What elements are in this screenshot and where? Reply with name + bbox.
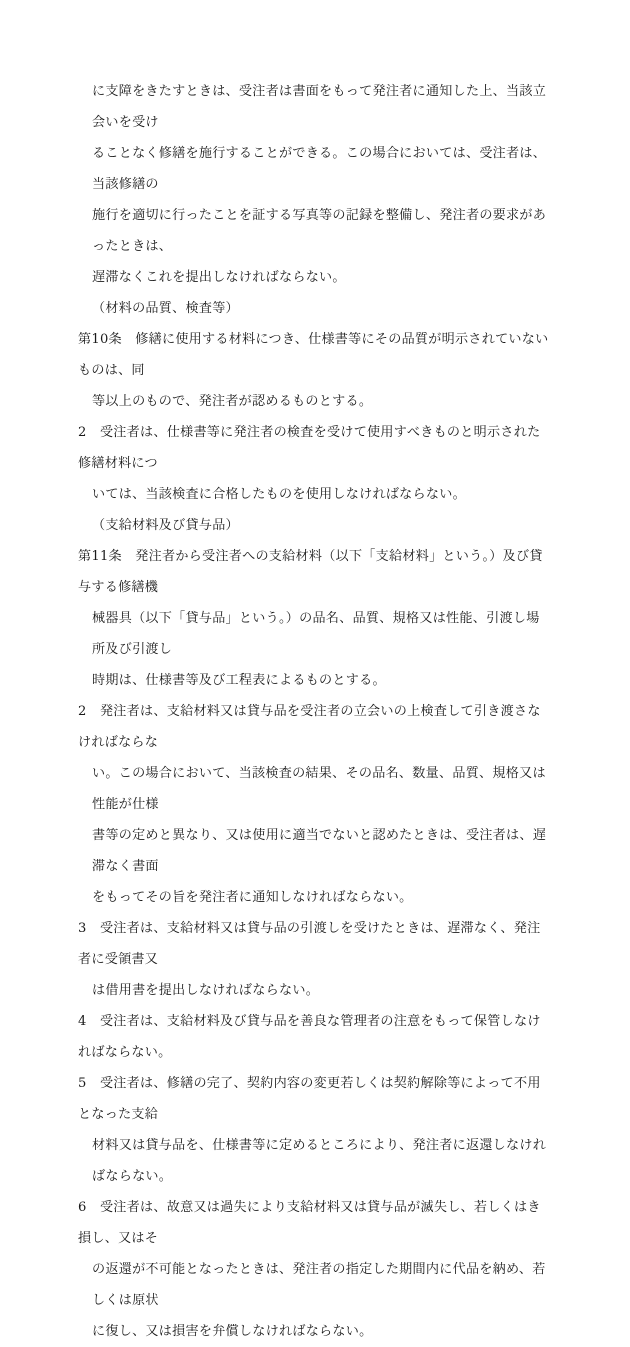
paragraph-article-11-item-6	[78, 1192, 552, 1347]
paragraph-article-11-item-4	[78, 1006, 552, 1068]
text-line: 遅滞なくこれを提出しなければならない。	[92, 270, 346, 285]
text-line: い。この場合において、当該検査の結果、その品名、数量、品質、規格又は性能が仕様	[92, 766, 546, 812]
paragraph-continuation-article-9	[78, 76, 552, 293]
text-line: （支給材料及び貸与品）	[92, 518, 239, 533]
text-line: 等以上のもので、発注者が認めるものとする。	[92, 394, 373, 409]
paragraph-caption-article-11	[78, 510, 552, 541]
text-line: 第11条 発注者から受注者への支給材料（以下「支給材料」という。）及び貸与する修繕機	[78, 549, 543, 595]
paragraph-article-11	[78, 541, 552, 696]
text-line: は借用書を提出しなければならない。	[92, 983, 320, 998]
text-line: の返還が不可能となったときは、発注者の指定した期間内に代品を納め、若しくは原状	[92, 1262, 546, 1308]
text-line: いては、当該検査に合格したものを使用しなければならない。	[92, 487, 466, 502]
text-line: 2 受注者は、仕様書等に発注者の検査を受けて使用すべきものと明示された修繕材料につ	[78, 425, 541, 471]
paragraph-article-10-item-2	[78, 417, 552, 510]
document-text-body	[78, 76, 552, 1347]
text-line: 時期は、仕様書等及び工程表によるものとする。	[92, 673, 386, 688]
text-line: 2 発注者は、支給材料又は貸与品を受注者の立会いの上検査して引き渡さなければならな	[78, 704, 541, 750]
text-line: 6 受注者は、故意又は過失により支給材料又は貸与品が滅失し、若しくはき損し、又はそ	[78, 1200, 541, 1246]
text-line: をもってその旨を発注者に通知しなければならない。	[92, 890, 413, 905]
text-line: 5 受注者は、修繕の完了、契約内容の変更若しくは契約解除等によって不用となった支給	[78, 1076, 541, 1122]
paragraph-article-11-item-5	[78, 1068, 552, 1192]
paragraph-article-11-item-2	[78, 696, 552, 913]
text-line: 械器具（以下「貸与品」という。）の品名、品質、規格又は性能、引渡し場所及び引渡し	[92, 611, 540, 657]
paragraph-article-10	[78, 324, 552, 417]
text-line: 第10条 修繕に使用する材料につき、仕様書等にその品質が明示されていないものは、同	[78, 332, 549, 378]
paragraph-caption-article-10	[78, 293, 552, 324]
text-line: 書等の定めと異なり、又は使用に適当でないと認めたときは、受注者は、遅滞なく書面	[92, 828, 547, 874]
text-line: に支障をきたすときは、受注者は書面をもって発注者に通知した上、当該立会いを受け	[92, 84, 547, 130]
paragraph-article-11-item-3	[78, 913, 552, 1006]
text-line: 施行を適切に行ったことを証する写真等の記録を整備し、発注者の要求があったときは、	[92, 208, 547, 254]
text-line: 4 受注者は、支給材料及び貸与品を善良な管理者の注意をもって保管しなければならない。	[78, 1014, 541, 1060]
text-line: ることなく修繕を施行することができる。この場合においては、受注者は、当該修繕の	[92, 146, 547, 192]
text-line: 3 受注者は、支給材料又は貸与品の引渡しを受けたときは、遅滞なく、発注者に受領書又	[78, 921, 541, 967]
text-line: （材料の品質、検査等）	[92, 301, 239, 316]
text-line: 材料又は貸与品を、仕様書等に定めるところにより、発注者に返還しなければならない。	[92, 1138, 547, 1184]
text-line: に復し、又は損害を弁償しなければならない。	[92, 1324, 373, 1339]
